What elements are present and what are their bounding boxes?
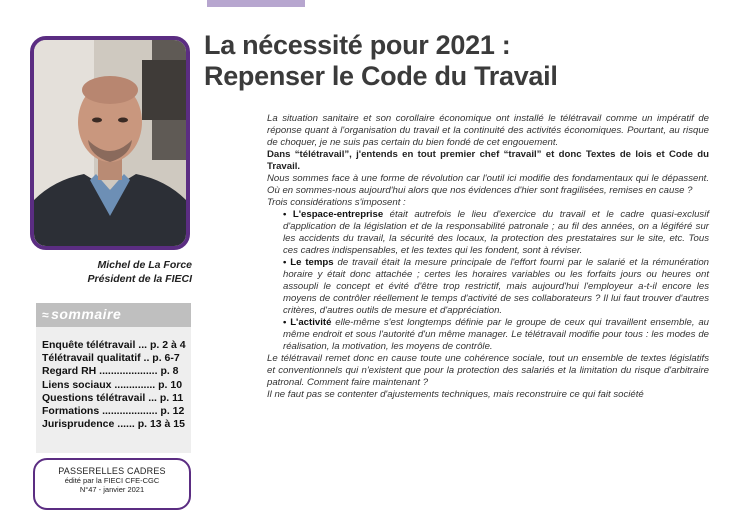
publication-box bbox=[33, 458, 191, 510]
sommaire-item[interactable]: Regard RH .................... p. 8 bbox=[42, 365, 179, 378]
article-body bbox=[267, 113, 709, 401]
sommaire-item[interactable]: Télétravail qualitatif .. p. 6-7 bbox=[42, 352, 180, 365]
sommaire-item[interactable]: Jurisprudence ...... p. 13 à 15 bbox=[42, 418, 185, 431]
sommaire-item[interactable]: Questions télétravail ... p. 11 bbox=[42, 391, 184, 404]
article-paragraph: Nous sommes face à une forme de révolution car l'outil ici modifie des fondamentaux qui le dépassent. Où en sommes-nous aujourd'hui alors que nos évidences d'hier sont fragilisées, remises en cause ? bbox=[267, 173, 709, 196]
sommaire-list bbox=[36, 327, 191, 431]
article-paragraph: Trois considérations s'imposent : bbox=[267, 197, 406, 208]
author-portrait-image bbox=[34, 40, 186, 246]
bullet-text: de travail était la mesure principale de l'effort fourni par le salarié et la rémunération horaire y était donc attachée ; certes les horaires variables ou les forfaits jours ou heures ont assoupli le concept et évité d'être trop restrictif, mais aujourd'hui l'employeur a-t-il encore les moyens de contrôler réellement le temps d'activité de ses collaborateurs ? Il lui faut trouver d'autres critères, d'autres outils de mesure et d'appréciation. bbox=[283, 257, 709, 316]
article-bold-paragraph: Dans “télétravail”, j'entends en tout premier chef “travail” et donc Textes de lois et Code du Travail. bbox=[267, 149, 709, 172]
author-name: Michel de La Force bbox=[97, 259, 192, 271]
title-line-1: La nécessité pour 2021 : bbox=[204, 30, 511, 60]
author-photo bbox=[30, 36, 190, 250]
title-line-2: Repenser le Code du Travail bbox=[204, 61, 558, 91]
sommaire-header bbox=[36, 303, 191, 327]
bullet-lead: • Le temps bbox=[283, 257, 334, 268]
sommaire-title-text: sommaire bbox=[51, 306, 122, 322]
publication-title: PASSERELLES CADRES bbox=[58, 466, 166, 476]
sommaire-item[interactable]: Liens sociaux .............. p. 10 bbox=[42, 378, 183, 391]
bullet-espace-entreprise bbox=[267, 209, 709, 257]
wave-icon: ≈ bbox=[42, 308, 50, 322]
page-title bbox=[204, 30, 724, 92]
article-paragraph: La situation sanitaire et son corollaire économique ont installé le télétravail comme un impératif de réponse quant à l'organisation du travail et la continuité des activités économiques. Pourtant, au risque de choquer, je ne suis pas certain du bien fondé de cet engouement. bbox=[267, 113, 709, 148]
bullet-lead: • L'espace-entreprise bbox=[283, 209, 384, 220]
sommaire-item[interactable]: Enquête télétravail ... p. 2 à 4 bbox=[42, 339, 186, 351]
sommaire-title bbox=[42, 306, 121, 322]
author-caption bbox=[30, 258, 192, 286]
publication-editor: édité par la FIECI CFE-CGC bbox=[64, 476, 160, 485]
bullet-activite bbox=[267, 317, 709, 353]
bullet-text: était autrefois le lieu d'exercice du travail et le cadre quasi-exclusif d'application de la législation et de la responsabilité patronale ; au fil des années, on a légiféré sur les accidents du travail, la sécurité des locaux, la protection des prestataires sur le site, etc. Tous ces cadres indispensables, et les textes qui les fondent, sont à réviser. bbox=[283, 209, 709, 256]
article-paragraph: Le télétravail remet donc en cause toute une cohérence sociale, tout un ensemble de textes législatifs et conventionnels qui n'existent que pour la protection des salariés et la limitation du risque d'arbitraire patronal. Comment faire maintenant ? bbox=[267, 353, 709, 388]
article-paragraph: Il ne faut pas se contenter d'ajustements techniques, mais reconstruire ce qui fait société bbox=[267, 389, 644, 400]
table-of-contents bbox=[36, 303, 191, 453]
bullet-text: elle-même s'est longtemps définie par le groupe de ceux qui travaillent ensemble, au même endroit et sous l'autorité d'un même manager. Le télétravail modifie pour tous : les modes de réalisation, la motivation, les moyens de contrôle. bbox=[283, 317, 709, 352]
bullet-lead: • L'activité bbox=[283, 317, 332, 328]
author-role: Président de la FIECI bbox=[87, 273, 192, 285]
publication-issue: N°47 - janvier 2021 bbox=[79, 485, 145, 494]
top-decorative-tab bbox=[207, 0, 305, 7]
bullet-temps bbox=[267, 257, 709, 317]
sommaire-item[interactable]: Formations ................... p. 12 bbox=[42, 405, 185, 418]
